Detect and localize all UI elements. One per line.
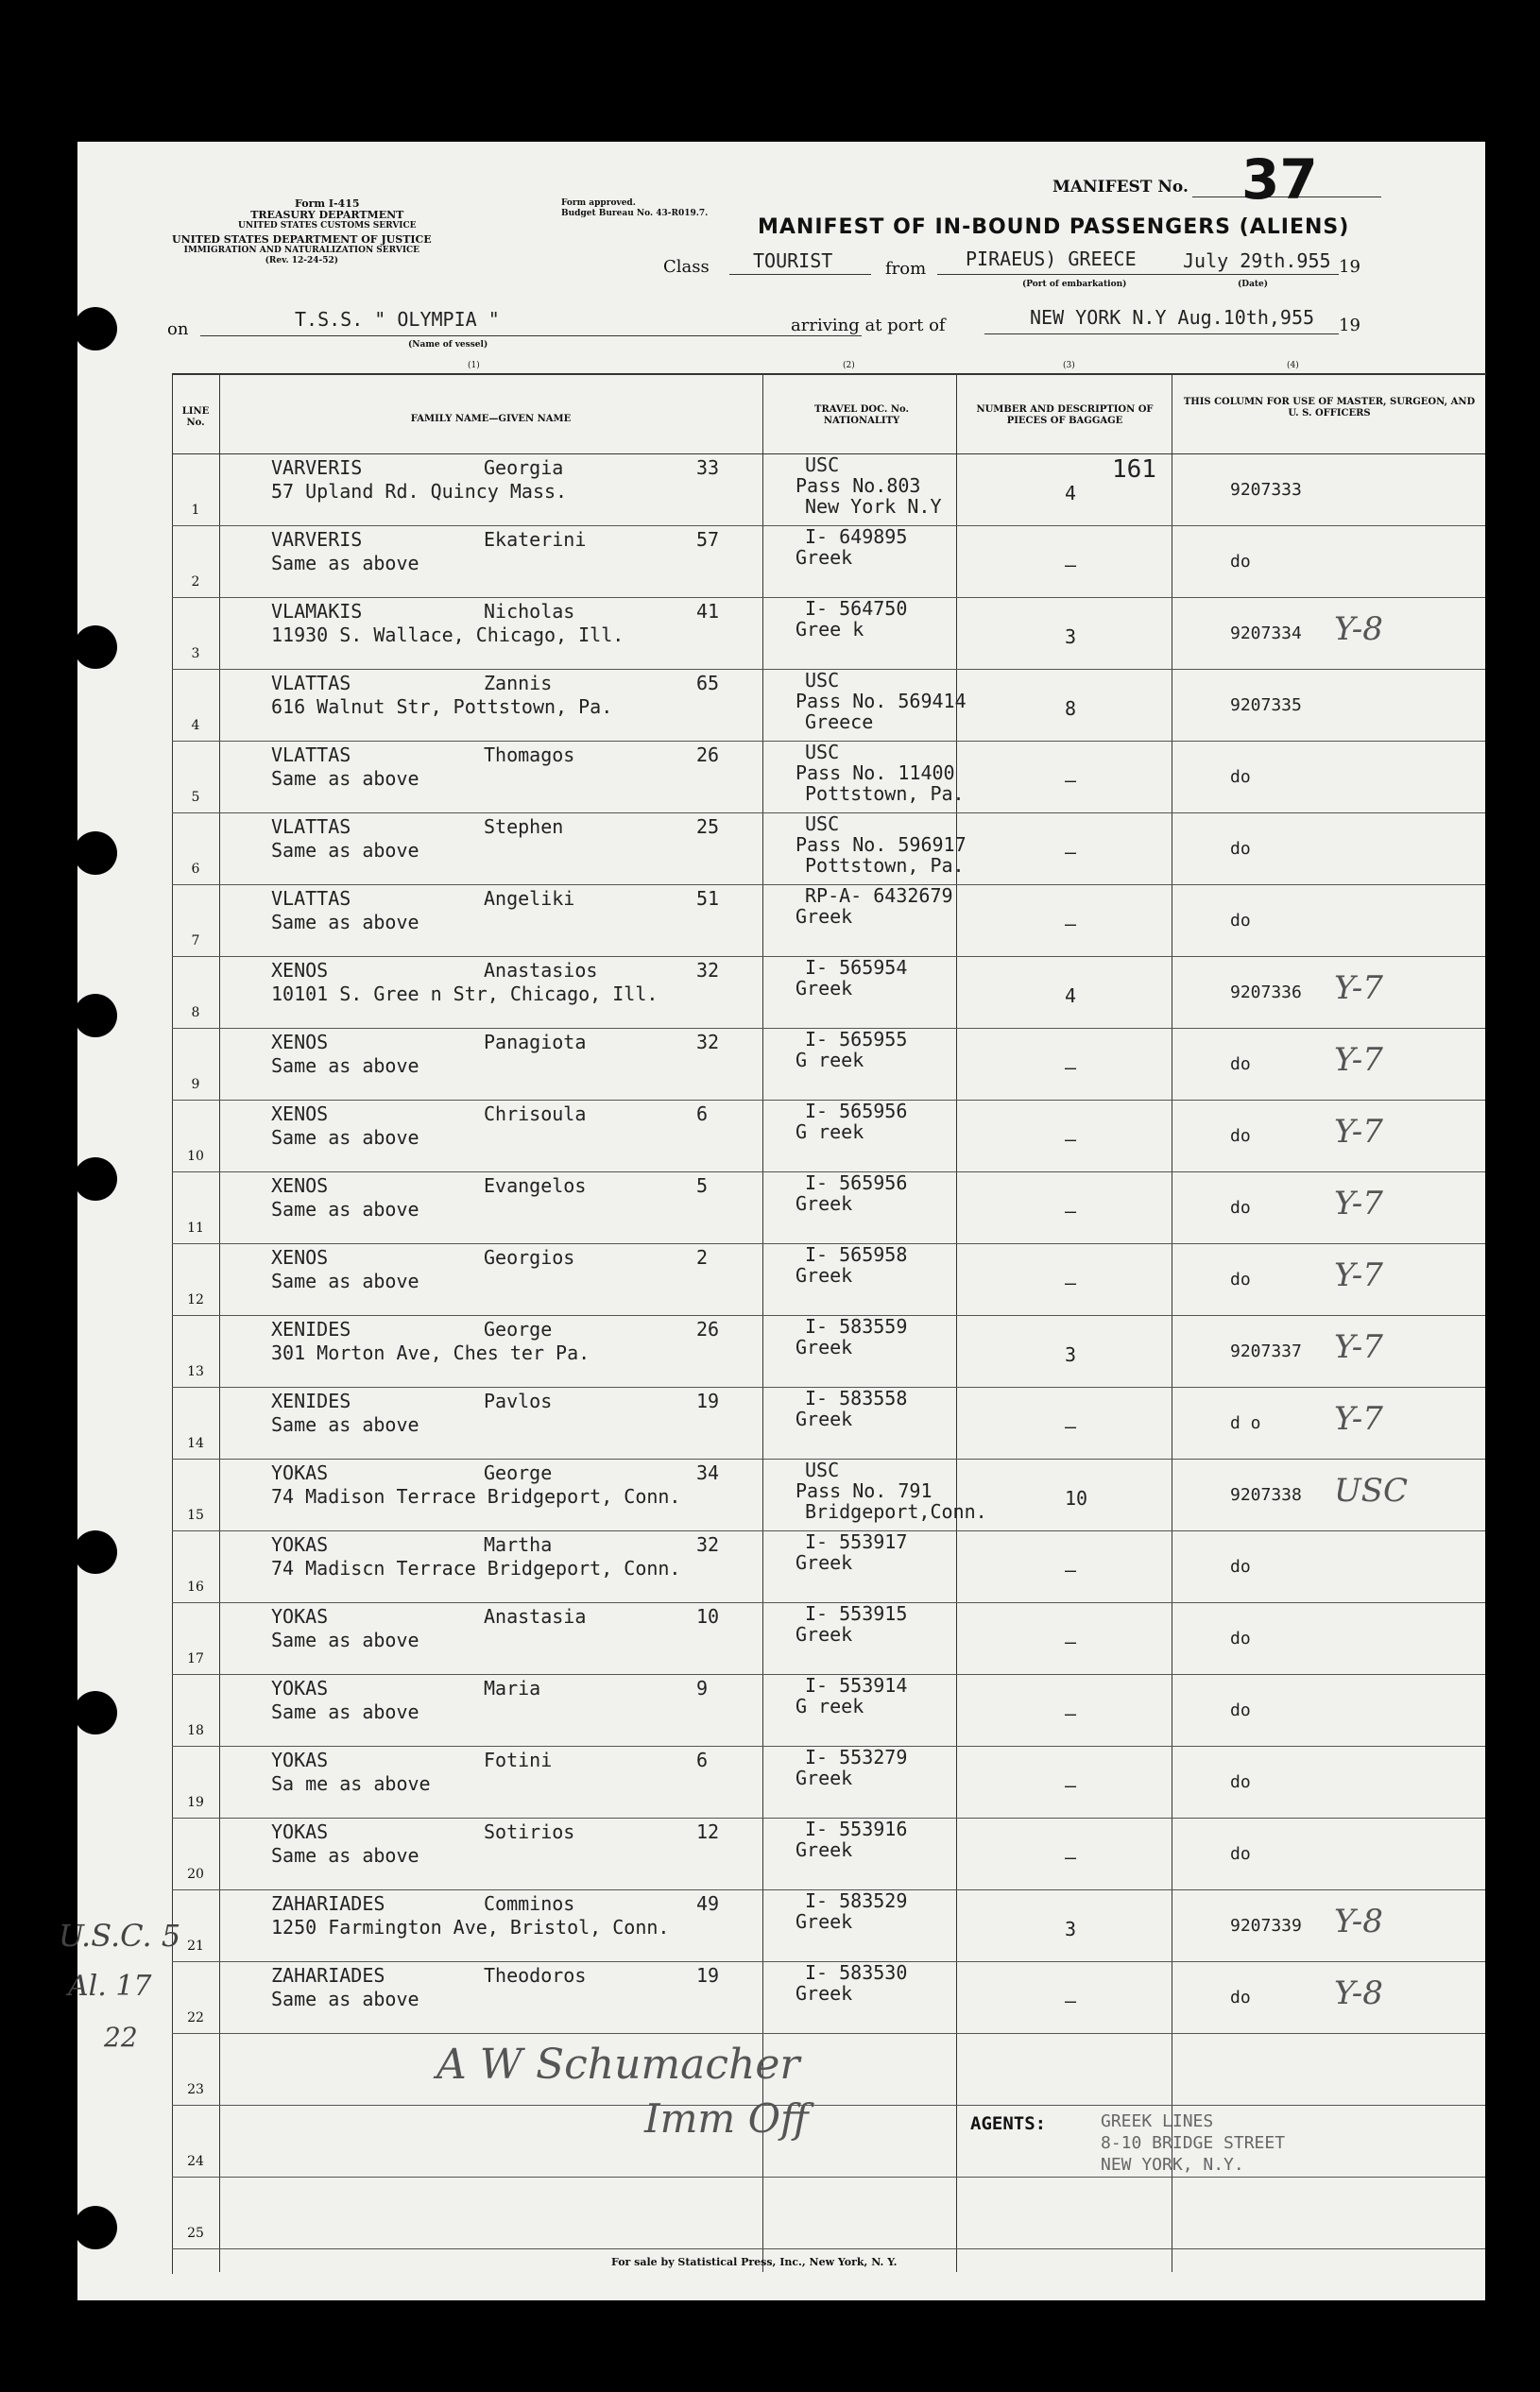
family-name: VLATTAS bbox=[271, 743, 351, 766]
line-number: 9 bbox=[191, 1077, 200, 1092]
travel-doc-2: Greek bbox=[796, 1910, 853, 1933]
travel-doc-1: I- 553914 bbox=[805, 1674, 908, 1697]
line-number: 6 bbox=[191, 862, 200, 877]
agents-line-1: GREEK LINES bbox=[1101, 2111, 1214, 2131]
officer-number: d o bbox=[1230, 1413, 1261, 1433]
given-name: Stephen bbox=[484, 815, 564, 838]
officer-number: do bbox=[1230, 911, 1251, 931]
officer-number: do bbox=[1230, 1270, 1251, 1290]
given-name: Anastasios bbox=[484, 959, 598, 982]
family-name: YOKAS bbox=[271, 1461, 329, 1484]
punch-hole bbox=[74, 1691, 117, 1734]
travel-doc-1: I- 553916 bbox=[805, 1818, 908, 1840]
address: Same as above bbox=[271, 1988, 419, 2010]
family-name: ZAHARIADES bbox=[271, 1964, 385, 1987]
travel-doc-2: Greek bbox=[796, 1623, 853, 1646]
family-name: YOKAS bbox=[271, 1677, 329, 1700]
col-head-officers: THIS COLUMN FOR USE OF MASTER, SURGEON, AND U. S. OFFICERS bbox=[1183, 397, 1476, 419]
punch-hole bbox=[74, 1530, 117, 1574]
col-head-line-no: LINE No. bbox=[181, 406, 210, 428]
travel-doc-2: Greek bbox=[796, 905, 853, 928]
col-head-name: FAMILY NAME—GIVEN NAME bbox=[410, 414, 572, 424]
travel-doc-1: USC bbox=[805, 453, 840, 476]
baggage-count: – bbox=[1065, 1990, 1077, 2012]
officer-number: do bbox=[1230, 1844, 1251, 1864]
baggage-count: – bbox=[1065, 1702, 1077, 1725]
family-name: VLATTAS bbox=[271, 815, 351, 838]
baggage-count: – bbox=[1065, 1559, 1077, 1581]
given-name: Panagiota bbox=[484, 1031, 587, 1053]
year-suffix: 19 bbox=[1339, 257, 1360, 277]
line-number: 11 bbox=[187, 1221, 204, 1236]
age: 12 bbox=[696, 1820, 720, 1843]
budget-bureau-line: Budget Bureau No. 43-R019.7. bbox=[561, 209, 709, 218]
signature-name: A W Schumacher bbox=[436, 2041, 800, 2089]
line-number: 22 bbox=[187, 2010, 204, 2025]
port-embarkation: PIRAEUS) GREECE bbox=[966, 248, 1137, 270]
family-name: VARVERIS bbox=[271, 528, 363, 551]
col-marker-4: (4) bbox=[1287, 361, 1299, 370]
travel-doc-3: New York N.Y bbox=[805, 495, 942, 518]
officer-annotation: Y-8 bbox=[1334, 1974, 1383, 2012]
baggage-count: – bbox=[1065, 1774, 1077, 1797]
officer-annotation: Y-7 bbox=[1334, 1041, 1383, 1079]
travel-doc-1: I- 553279 bbox=[805, 1746, 908, 1768]
family-name: XENOS bbox=[271, 1246, 329, 1269]
travel-doc-3: Greece bbox=[805, 710, 874, 733]
line-number: 20 bbox=[187, 1867, 204, 1882]
family-name: ZAHARIADES bbox=[271, 1892, 385, 1915]
line-number: 19 bbox=[187, 1795, 204, 1810]
address: Same as above bbox=[271, 1054, 419, 1077]
family-name: VLATTAS bbox=[271, 887, 351, 910]
baggage-count: 4 bbox=[1065, 482, 1077, 504]
officer-annotation: Y-7 bbox=[1334, 969, 1383, 1007]
line-number: 10 bbox=[187, 1149, 204, 1164]
travel-doc-3: Pottstown, Pa. bbox=[805, 854, 965, 877]
line-number: 18 bbox=[187, 1723, 204, 1738]
date-embarkation: July 29th.955 bbox=[1183, 249, 1331, 272]
travel-doc-1: I- 649895 bbox=[805, 525, 908, 548]
officer-number: 9207339 bbox=[1230, 1916, 1302, 1936]
age: 41 bbox=[696, 600, 720, 623]
travel-doc-3: Bridgeport,Conn. bbox=[805, 1500, 987, 1523]
address: 57 Upland Rd. Quincy Mass. bbox=[271, 480, 568, 503]
line-number: 3 bbox=[191, 646, 200, 661]
given-name: Nicholas bbox=[484, 600, 575, 623]
row-divider bbox=[172, 2177, 1485, 2178]
officer-annotation: Y-7 bbox=[1334, 1256, 1383, 1294]
given-name: Georgia bbox=[484, 456, 564, 479]
punch-hole bbox=[74, 831, 117, 875]
travel-doc-1: I- 583530 bbox=[805, 1961, 908, 1984]
officer-number: do bbox=[1230, 1988, 1251, 2008]
line-number: 23 bbox=[187, 2082, 204, 2097]
line-number: 2 bbox=[191, 574, 200, 589]
line-number: 12 bbox=[187, 1292, 204, 1307]
given-name: Zannis bbox=[484, 672, 553, 694]
age: 6 bbox=[696, 1749, 709, 1771]
travel-doc-1: I- 565956 bbox=[805, 1171, 908, 1194]
baggage-count: – bbox=[1065, 1631, 1077, 1653]
family-name: VARVERIS bbox=[271, 456, 363, 479]
line-number: 4 bbox=[191, 718, 200, 733]
baggage-count: – bbox=[1065, 554, 1077, 576]
age: 19 bbox=[696, 1964, 720, 1987]
officer-number: do bbox=[1230, 1629, 1251, 1649]
age: 32 bbox=[696, 1031, 720, 1053]
address: Same as above bbox=[271, 1844, 419, 1867]
line-number: 1 bbox=[191, 503, 200, 518]
age: 5 bbox=[696, 1174, 709, 1197]
line-number: 7 bbox=[191, 933, 200, 948]
line-number: 24 bbox=[187, 2154, 204, 2169]
address: Same as above bbox=[271, 1413, 419, 1436]
punch-hole bbox=[74, 2206, 117, 2249]
family-name: YOKAS bbox=[271, 1820, 329, 1843]
age: 32 bbox=[696, 1533, 720, 1556]
officer-annotation: 161 bbox=[1112, 455, 1156, 484]
age: 26 bbox=[696, 743, 720, 766]
approved-line: Form approved. bbox=[561, 198, 636, 208]
margin-note-1: U.S.C. 5 bbox=[59, 1918, 181, 1954]
officer-annotation: Y-7 bbox=[1334, 1113, 1383, 1151]
officer-number: 9207338 bbox=[1230, 1485, 1302, 1505]
row-divider bbox=[172, 2248, 1485, 2249]
family-name: XENOS bbox=[271, 1031, 329, 1053]
age: 65 bbox=[696, 672, 720, 694]
col-marker-2: (2) bbox=[843, 361, 855, 370]
officer-number: 9207335 bbox=[1230, 695, 1302, 715]
form-number: Form I-415 bbox=[295, 197, 360, 210]
travel-doc-2: Pass No. 596917 bbox=[796, 833, 967, 856]
travel-doc-2: Greek bbox=[796, 1264, 853, 1287]
vessel-caption: (Name of vessel) bbox=[408, 340, 488, 350]
date-caption: (Date) bbox=[1238, 280, 1269, 289]
margin-note-3: 22 bbox=[104, 2022, 138, 2053]
officer-number: do bbox=[1230, 1198, 1251, 1218]
arrival-underline bbox=[984, 333, 1339, 334]
line-number: 16 bbox=[187, 1580, 204, 1595]
line-number: 8 bbox=[191, 1005, 200, 1020]
address: Same as above bbox=[271, 767, 419, 790]
date-underline bbox=[1173, 274, 1339, 275]
class-label: Class bbox=[663, 257, 710, 277]
officer-number: do bbox=[1230, 767, 1251, 787]
given-name: Georgios bbox=[484, 1246, 575, 1269]
travel-doc-1: I- 583529 bbox=[805, 1889, 908, 1912]
officer-number: do bbox=[1230, 1700, 1251, 1720]
address: 616 Walnut Str, Pottstown, Pa. bbox=[271, 695, 613, 718]
baggage-count: 3 bbox=[1065, 1918, 1077, 1940]
family-name: XENOS bbox=[271, 959, 329, 982]
address: Same as above bbox=[271, 552, 419, 574]
baggage-count: – bbox=[1065, 1846, 1077, 1869]
address: 74 Madiscn Terrace Bridgeport, Conn. bbox=[271, 1557, 681, 1580]
travel-doc-1: I- 583558 bbox=[805, 1387, 908, 1410]
travel-doc-2: Greek bbox=[796, 546, 853, 569]
age: 57 bbox=[696, 528, 720, 551]
col-divider-3 bbox=[956, 373, 957, 2272]
given-name: Sotirios bbox=[484, 1820, 575, 1843]
baggage-count: 8 bbox=[1065, 697, 1077, 720]
travel-doc-1: USC bbox=[805, 669, 840, 692]
family-name: XENIDES bbox=[271, 1318, 351, 1341]
officer-number: 9207334 bbox=[1230, 624, 1302, 643]
family-name: XENOS bbox=[271, 1174, 329, 1197]
family-name: YOKAS bbox=[271, 1605, 329, 1628]
baggage-count: 3 bbox=[1065, 625, 1077, 648]
officer-annotation: Y-7 bbox=[1334, 1400, 1383, 1438]
form-revision: (Rev. 12-24-52) bbox=[265, 256, 339, 265]
port-caption: (Port of embarkation) bbox=[1022, 280, 1127, 289]
travel-doc-1: USC bbox=[805, 812, 840, 835]
travel-doc-1: USC bbox=[805, 741, 840, 763]
treasury-dept: TREASURY DEPARTMENT bbox=[250, 209, 404, 221]
baggage-count: – bbox=[1065, 1056, 1077, 1079]
family-name: VLATTAS bbox=[271, 672, 351, 694]
travel-doc-2: Pass No. 791 bbox=[796, 1479, 933, 1502]
address: Same as above bbox=[271, 1700, 419, 1723]
given-name: Anastasia bbox=[484, 1605, 587, 1628]
col-marker-3: (3) bbox=[1063, 361, 1075, 370]
vessel-name: T.S.S. " OLYMPIA " bbox=[295, 308, 500, 331]
agents-label: AGENTS: bbox=[970, 2113, 1047, 2134]
given-name: Ekaterini bbox=[484, 528, 587, 551]
form-block bbox=[238, 198, 417, 231]
baggage-count: – bbox=[1065, 1415, 1077, 1438]
customs-service: UNITED STATES CUSTOMS SERVICE bbox=[238, 221, 417, 231]
travel-doc-2: Greek bbox=[796, 977, 853, 1000]
officer-number: do bbox=[1230, 1772, 1251, 1792]
given-name: George bbox=[484, 1318, 553, 1341]
address: 1250 Farmington Ave, Bristol, Conn. bbox=[271, 1916, 670, 1939]
officer-annotation: Y-8 bbox=[1334, 610, 1383, 648]
from-label: from bbox=[885, 259, 927, 279]
age: 6 bbox=[696, 1102, 709, 1125]
address: 10101 S. Gree n Str, Chicago, Ill. bbox=[271, 982, 659, 1005]
age: 9 bbox=[696, 1677, 709, 1700]
address: Same as above bbox=[271, 911, 419, 933]
travel-doc-2: G reek bbox=[796, 1695, 864, 1717]
travel-doc-2: Greek bbox=[796, 1767, 853, 1789]
officer-number: 9207336 bbox=[1230, 982, 1302, 1002]
officer-number: do bbox=[1230, 1054, 1251, 1074]
line-number: 25 bbox=[187, 2226, 204, 2241]
page-title: MANIFEST OF IN-BOUND PASSENGERS (ALIENS) bbox=[758, 215, 1350, 239]
age: 49 bbox=[696, 1892, 720, 1915]
given-name: Pavlos bbox=[484, 1390, 553, 1412]
travel-doc-2: Pass No. 11400 bbox=[796, 761, 955, 784]
given-name: Thomagos bbox=[484, 743, 575, 766]
line-number: 17 bbox=[187, 1651, 204, 1666]
family-name: XENOS bbox=[271, 1102, 329, 1125]
form-approved bbox=[561, 198, 708, 219]
punch-hole bbox=[74, 625, 117, 669]
family-name: XENIDES bbox=[271, 1390, 351, 1412]
line-number: 13 bbox=[187, 1364, 204, 1379]
col-divider-1 bbox=[219, 373, 220, 2272]
travel-doc-2: Greek bbox=[796, 1408, 853, 1430]
officer-annotation: USC bbox=[1334, 1472, 1408, 1510]
travel-doc-2: Greek bbox=[796, 1551, 853, 1574]
class-underline bbox=[729, 274, 871, 275]
age: 34 bbox=[696, 1461, 720, 1484]
col-head-baggage: NUMBER AND DESCRIPTION OF PIECES OF BAGGAGE bbox=[976, 404, 1154, 426]
col-head-travel-doc: TRAVEL DOC. No. NATIONALITY bbox=[814, 404, 909, 426]
baggage-count: – bbox=[1065, 913, 1077, 935]
baggage-count: 3 bbox=[1065, 1343, 1077, 1366]
officer-annotation: Y-7 bbox=[1334, 1328, 1383, 1366]
on-label: on bbox=[167, 319, 189, 339]
line-number: 14 bbox=[187, 1436, 204, 1451]
given-name: George bbox=[484, 1461, 553, 1484]
travel-doc-2: Pass No. 569414 bbox=[796, 690, 967, 712]
family-name: YOKAS bbox=[271, 1749, 329, 1771]
age: 10 bbox=[696, 1605, 720, 1628]
address: Same as above bbox=[271, 839, 419, 862]
officer-annotation: Y-8 bbox=[1334, 1903, 1383, 1940]
travel-doc-1: I- 565955 bbox=[805, 1028, 908, 1051]
margin-note-2: Al. 17 bbox=[68, 1970, 152, 2003]
travel-doc-1: I- 553917 bbox=[805, 1530, 908, 1553]
address: Same as above bbox=[271, 1629, 419, 1651]
age: 51 bbox=[696, 887, 720, 910]
footer-imprint: For sale by Statistical Press, Inc., New York, N. Y. bbox=[611, 2256, 898, 2268]
travel-doc-2: Greek bbox=[796, 1192, 853, 1215]
travel-doc-2: Greek bbox=[796, 1838, 853, 1861]
given-name: Theodoros bbox=[484, 1964, 587, 1987]
travel-doc-2: G reek bbox=[796, 1049, 864, 1071]
given-name: Martha bbox=[484, 1533, 553, 1556]
officer-number: do bbox=[1230, 839, 1251, 859]
manifest-page bbox=[59, 142, 1485, 2300]
travel-doc-2: Gree k bbox=[796, 618, 864, 641]
line-number: 21 bbox=[187, 1939, 204, 1954]
justice-block bbox=[172, 234, 432, 266]
travel-doc-2: Pass No.803 bbox=[796, 474, 921, 497]
agents-line-3: NEW YORK, N.Y. bbox=[1101, 2155, 1244, 2175]
arrival-port-date: NEW YORK N.Y Aug.10th,955 bbox=[1030, 306, 1315, 329]
travel-doc-3: Pottstown, Pa. bbox=[805, 782, 965, 805]
baggage-count: – bbox=[1065, 1200, 1077, 1222]
given-name: Angeliki bbox=[484, 887, 575, 910]
address: Sa me as above bbox=[271, 1772, 431, 1795]
given-name: Evangelos bbox=[484, 1174, 587, 1197]
baggage-count: 10 bbox=[1065, 1487, 1088, 1510]
line-number: 15 bbox=[187, 1508, 204, 1523]
age: 33 bbox=[696, 456, 720, 479]
travel-doc-1: I- 565954 bbox=[805, 956, 908, 979]
row-divider bbox=[172, 2105, 1485, 2106]
given-name: Comminos bbox=[484, 1892, 575, 1915]
officer-number: do bbox=[1230, 1557, 1251, 1577]
travel-doc-1: I- 564750 bbox=[805, 597, 908, 620]
manifest-label: MANIFEST No. bbox=[1052, 178, 1189, 196]
class-value: TOURIST bbox=[753, 249, 833, 272]
officer-number: 9207337 bbox=[1230, 1341, 1302, 1361]
vessel-underline bbox=[200, 335, 862, 336]
punch-hole bbox=[74, 1157, 117, 1201]
travel-doc-1: I- 583559 bbox=[805, 1315, 908, 1338]
manifest-number: 37 bbox=[1241, 147, 1318, 212]
travel-doc-1: I- 553915 bbox=[805, 1602, 908, 1625]
given-name: Maria bbox=[484, 1677, 541, 1700]
officer-number: do bbox=[1230, 1126, 1251, 1146]
justice-dept: UNITED STATES DEPARTMENT OF JUSTICE bbox=[172, 233, 432, 246]
travel-doc-2: Greek bbox=[796, 1982, 853, 2005]
travel-doc-1: I- 565958 bbox=[805, 1243, 908, 1266]
age: 32 bbox=[696, 959, 720, 982]
address: 301 Morton Ave, Ches ter Pa. bbox=[271, 1341, 590, 1364]
age: 2 bbox=[696, 1246, 709, 1269]
family-name: VLAMAKIS bbox=[271, 600, 363, 623]
line-number: 5 bbox=[191, 790, 200, 805]
agents-line-2: 8-10 BRIDGE STREET bbox=[1101, 2133, 1286, 2153]
travel-doc-1: RP-A- 6432679 bbox=[805, 884, 953, 907]
travel-doc-2: Greek bbox=[796, 1336, 853, 1358]
baggage-count: – bbox=[1065, 769, 1077, 792]
age: 19 bbox=[696, 1390, 720, 1412]
officer-number: 9207333 bbox=[1230, 480, 1302, 500]
family-name: YOKAS bbox=[271, 1533, 329, 1556]
address: 74 Madison Terrace Bridgeport, Conn. bbox=[271, 1485, 681, 1508]
arriving-label: arriving at port of bbox=[791, 316, 946, 335]
officer-number: do bbox=[1230, 552, 1251, 572]
travel-doc-2: G reek bbox=[796, 1120, 864, 1143]
baggage-count: – bbox=[1065, 1128, 1077, 1151]
travel-doc-1: I- 565956 bbox=[805, 1100, 908, 1122]
ins-service: IMMIGRATION AND NATURALIZATION SERVICE bbox=[183, 246, 420, 255]
baggage-count: – bbox=[1065, 1272, 1077, 1294]
address: Same as above bbox=[271, 1198, 419, 1221]
address: 11930 S. Wallace, Chicago, Ill. bbox=[271, 624, 625, 646]
col-divider-2 bbox=[762, 373, 763, 2272]
baggage-count: – bbox=[1065, 841, 1077, 863]
address: Same as above bbox=[271, 1126, 419, 1149]
baggage-count: 4 bbox=[1065, 984, 1077, 1007]
punch-hole bbox=[74, 994, 117, 1037]
travel-doc-1: USC bbox=[805, 1459, 840, 1481]
officer-annotation: Y-7 bbox=[1334, 1185, 1383, 1222]
age: 25 bbox=[696, 815, 720, 838]
signature-title: Imm Off bbox=[644, 2095, 809, 2142]
row-divider bbox=[172, 2033, 1485, 2034]
given-name: Fotini bbox=[484, 1749, 553, 1771]
col-marker-1: (1) bbox=[468, 361, 480, 370]
address: Same as above bbox=[271, 1270, 419, 1292]
year-suffix-2: 19 bbox=[1339, 316, 1360, 335]
age: 26 bbox=[696, 1318, 720, 1341]
given-name: Chrisoula bbox=[484, 1102, 587, 1125]
punch-hole bbox=[74, 307, 117, 350]
